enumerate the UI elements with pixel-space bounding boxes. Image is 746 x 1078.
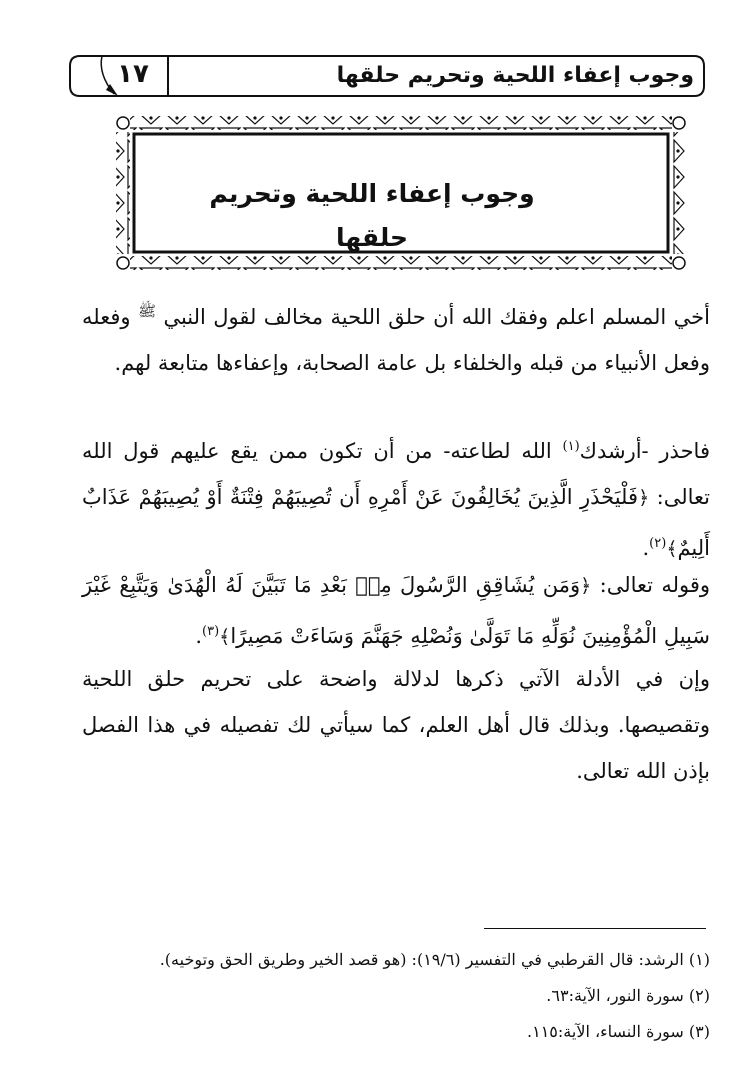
paragraph-4 bbox=[82, 656, 710, 794]
paragraph-text: وقوله تعالى: bbox=[591, 573, 711, 597]
quran-verse: فَلْيَحْذَرِ الَّذِينَ يُخَالِفُونَ عَنْ أَمْرِهِ أَن تُصِيبَهُمْ فِتْنَةٌ أَوْ يُصِيبَهُمْ عَذَابٌ أَلِيمٌ bbox=[82, 485, 710, 560]
paragraph-text: فاحذر -أرشدك bbox=[579, 439, 710, 463]
paragraph-text: أخي المسلم اعلم وفقك الله أن حلق اللحية مخالف لقول النبي bbox=[163, 305, 710, 329]
paragraph-text: وفعله وفعل الأنبياء من قبله والخلفاء بل عامة الصحابة، وإعفاءها متابعة لهم. bbox=[82, 305, 710, 375]
paragraph-text: وإن في الأدلة الآتي ذكرها لدلالة واضحة على تحريم حلق اللحية وتقصيصها. وبذلك قال أهل العلم، كما سيأتي لك تفصيله في هذا الفصل بإذن الله تعالى. bbox=[82, 667, 710, 783]
ornate-bracket-open: ﴿ bbox=[580, 575, 592, 597]
paragraph-end: . bbox=[195, 624, 203, 648]
footnote-2: (٢) سورة النور، الآية:٦٣. bbox=[546, 986, 710, 1005]
footnote-separator bbox=[484, 928, 706, 929]
ornate-bracket-close: ﴾ bbox=[219, 626, 231, 648]
paragraph-3 bbox=[82, 562, 710, 660]
ornate-bracket-open: ﴿ bbox=[638, 487, 650, 509]
paragraph-text: الله لطاعته- من أن تكون ممن يقع عليهم قول الله تعالى: bbox=[82, 439, 711, 509]
footnote-ref-1[interactable]: (١) bbox=[562, 439, 580, 454]
chapter-title: وجوب إعفاء اللحية وتحريم حلقها bbox=[209, 179, 535, 252]
ornate-bracket-close: ﴾ bbox=[666, 538, 678, 560]
footnote-1: (١) الرشد: قال القرطبي في التفسير (١٩/٦): (هو قصد الخير وطريق الحق وتوخيه). bbox=[159, 950, 710, 969]
footnote-ref-2[interactable]: (٢) bbox=[649, 536, 667, 551]
footnotes bbox=[82, 942, 710, 1050]
page-number: ١٧ bbox=[117, 59, 149, 89]
paragraph-1 bbox=[82, 288, 710, 386]
running-header-title: وجوب إعفاء اللحية وتحريم حلقها bbox=[336, 63, 694, 88]
quran-verse: وَمَن يُشَاقِقِ الرَّسُولَ مِنۢ بَعْدِ مَا تَبَيَّنَ لَهُ الْهُدَىٰ وَيَتَّبِعْ غَيْرَ سَبِيلِ الْمُؤْمِنِينَ نُوَلِّهِ مَا تَوَلَّىٰ وَنُصْلِهِ جَهَنَّمَ وَسَاءَتْ مَصِيرًا bbox=[82, 573, 710, 648]
footnote-ref-3[interactable]: (٣) bbox=[202, 624, 220, 639]
paragraph-2 bbox=[82, 424, 710, 572]
salutation-symbol: ﷺ bbox=[137, 302, 157, 320]
paragraph-end: . bbox=[642, 536, 650, 560]
footnote-3: (٣) سورة النساء، الآية:١١٥. bbox=[527, 1022, 710, 1041]
